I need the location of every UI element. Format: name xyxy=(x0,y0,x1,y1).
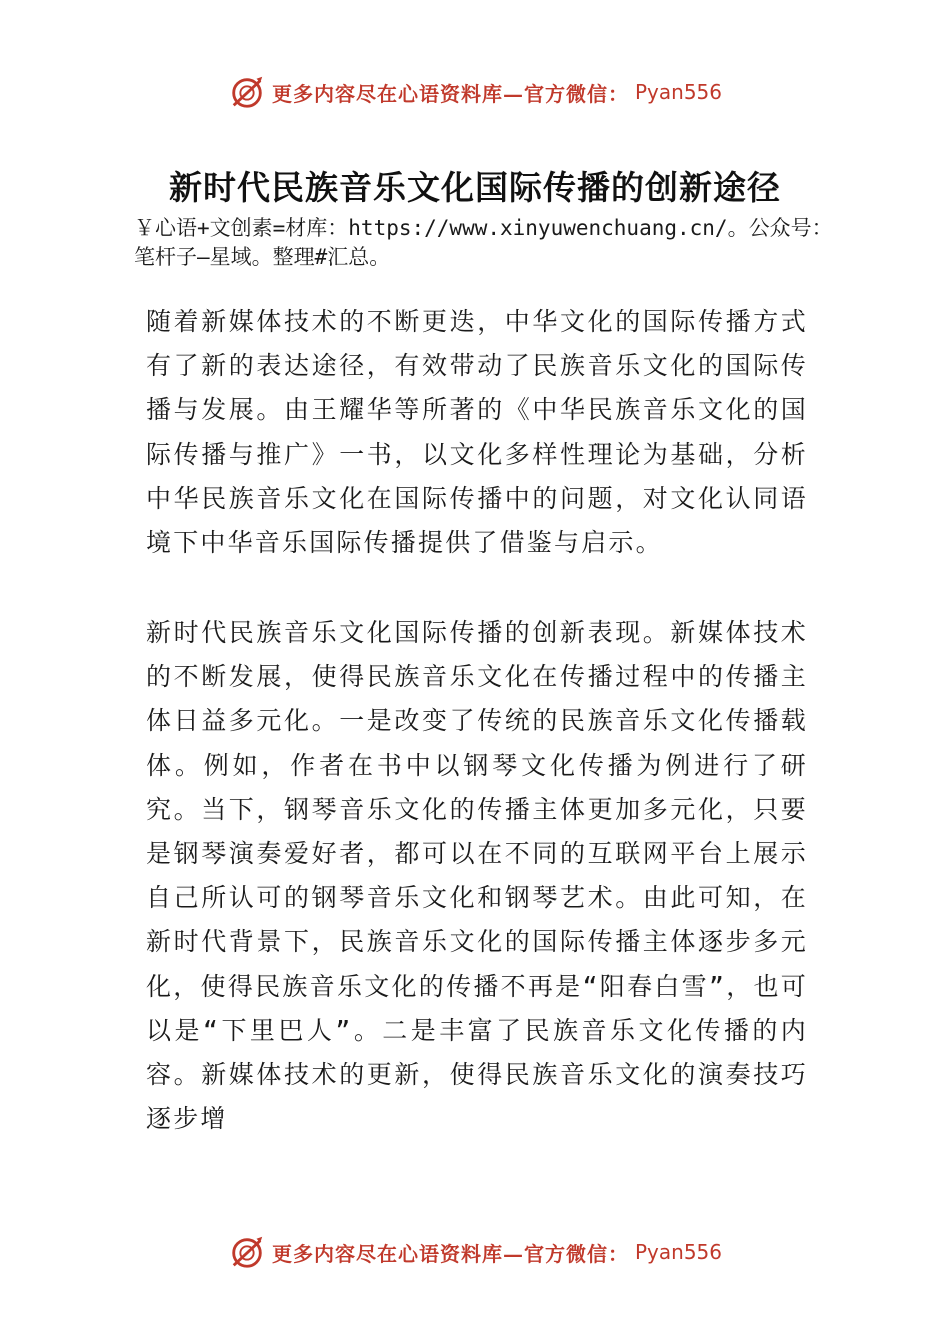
paragraph: 新时代民族音乐文化国际传播的创新表现。新媒体技术的不断发展，使得民族音乐文化在传播过程中的传播主体日益多元化。一是改变了传统的民族音乐文化传播载体。例如，作者在书中以钢琴文化传播为例进行了研究。当下，钢琴音乐文化的传播主体更加多元化，只要是钢琴演奏爱好者，都可以在不同的互联网平台上展示自己所认可的钢琴音乐文化和钢琴艺术。由此可知，在新时代背景下，民族音乐文化的国际传播主体逐步多元化，使得民族音乐文化的传播不再是“阳春白雪”，也可以是“下里巴人”。二是丰富了民族音乐文化传播的内容。新媒体技术的更新，使得民族音乐文化的演奏技巧逐步增 xyxy=(146,618,808,1134)
brand-logo-icon xyxy=(228,1233,266,1271)
banner-wechat-id: Pyan556 xyxy=(634,1240,722,1264)
footer-banner xyxy=(0,1230,950,1274)
banner-text: 更多内容尽在心语资料库—官方微信： xyxy=(271,81,629,106)
banner-text: 更多内容尽在心语资料库—官方微信： xyxy=(271,1241,629,1266)
brand-logo-icon xyxy=(228,73,266,111)
header-banner xyxy=(0,70,950,114)
source-line: ￥心语+文创素=材库：https://www.xinyuwenchuang.cn/。公众号：笔杆子—星域。整理#汇总。 xyxy=(134,216,833,269)
page-title: 新时代民族音乐文化国际传播的创新途径 xyxy=(169,168,781,207)
banner-wechat-id: Pyan556 xyxy=(634,80,722,104)
paragraph: 随着新媒体技术的不断更迭，中华文化的国际传播方式有了新的表达途径，有效带动了民族音乐文化的国际传播与发展。由王耀华等所著的《中华民族音乐文化的国际传播与推广》一书，以文化多样性理论为基础，分析中华民族音乐文化在国际传播中的问题，对文化认同语境下中华音乐国际传播提供了借鉴与启示。 xyxy=(146,307,808,558)
